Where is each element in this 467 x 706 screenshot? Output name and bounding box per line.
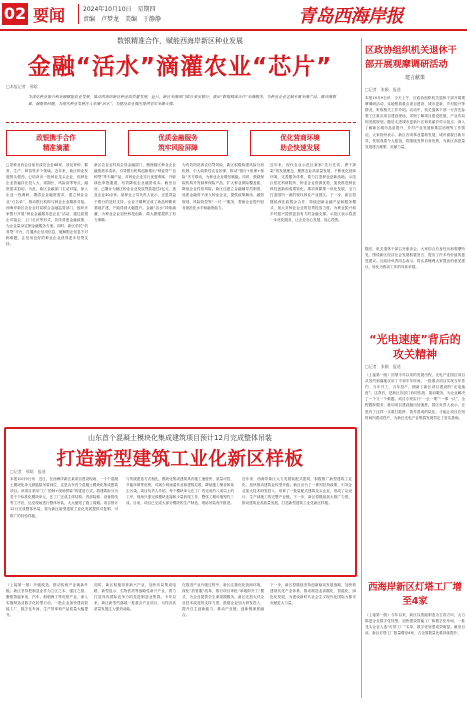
lead-headline: 金融“活水”滴灌农业“芯片” <box>27 54 333 80</box>
intro-divider <box>6 122 356 123</box>
right-article-2-byline: □记者 张颖 报道 <box>365 364 401 369</box>
lead-subhead-2: 优质金融服务 筑牢风险屏障 <box>128 130 228 156</box>
continuation-column-1: （上接第一版）升级改造，推动传统产业焕新升级。新区坚持把制造业作为立区之本、强区之基，聚焦智能家电、汽车、船舶海工等优势产业，深入实施制造业数字化转型行动，一批企业加快建设智能工厂、数字化车间，生产效率和产品质量大幅提升。 <box>6 583 88 618</box>
continuation-column-2: 同时，新区积极培育新兴产业，加快布局集成电路、新型显示、生物医药等战略性新兴产业，着力打造具有国际竞争力的先进制造业集群。今年以来，新区新签约落地一批重点产业项目，为经济高质量发展注入强劲动能。 <box>94 583 176 612</box>
editors-line: 责编 卢梦龙 美编 于静静 <box>83 16 162 23</box>
right-column-divider <box>361 38 362 698</box>
right-article-title: 区政协组织机关退休干部开展观摩调研活动 <box>365 45 457 70</box>
continuation-column-4: 下一步，新区将继续坚持创新驱动发展战略，加快构建现代化产业体系，推动制造业高端化、智能化、绿色化发展，为建设新时代社会主义现代化国际大都市贡献更大力量。 <box>270 583 356 606</box>
right-article-2-body: （上接第一版）回望今年以来的发展历程，光电产业园区项目从签约到落地仅用了不到半年时间，一批重点项目实现当年签约、当年开工、当年投产，刷新了新区项目建设的“光电速度”。这背后，是新区各部门协同作战、靠前服务，为企业解决了一个又一个难题。项目专班实行“一企一策”“一事一议”，全程跟踪服务，推动项目建设跑出加速度。园区负责人表示，正是有了这样一支敢打敢拼、善作善成的队伍，才能让项目在短时间内建成投产，为新区光电产业集群发展奠定了坚实基础。 <box>365 373 465 420</box>
lead-column-2: 新区农业农村局会同金融部门，梳理辖区种业企业融资需求清单，引导银行机构创新推出“种业贷”“良种贷”等专属产品，对种业企业实行优惠利率，开辟绿色审批通道，有效降低企业融资成本。截至目前，已累计为辖区种业企业发放贷款超过2亿元，惠及企业30余家。某种业公司负责人表示，正是得益于银行的及时支持，企业才顺利完成了新品种繁育基地扩建，产能得到大幅提升。金融“活水”持续滴灌，为种业企业加快科技创新、做大做强提供了有力保障。 <box>94 163 176 222</box>
newspaper-brand: 青岛西海岸报 <box>298 6 403 27</box>
lead-byline: □本报记者 邢晗 <box>6 84 38 89</box>
lead-column-4: 近年来，现代农业示范区秉承“先行先试、勇于探索”的发展理念，聚焦农业高质量发展，不断优化营商环境，完善服务体系，着力打造种业创新高地。示范区依托科研院所、种业企业资源优势，加快推进种业科技创新和成果转化，推动育繁推一体化发展，全力打造国内一流的现代种业产业园区。下一步，新区将继续深化政银企合作，持续创新金融产品和服务模式，加大对种业企业的信贷投放力度，为种业振兴和乡村振兴提供更加有力的金融支撑。示范区表示将进一步优化服务，让企业安心发展、放心投资。 <box>270 163 356 222</box>
feature-column-1: 本报10月9日讯 近日，在西海岸新区某项目建设现场，一个个混凝土模块化单元被陆续吊装到位，这是山东首个混凝土模块化集成建筑项目。该项目采用“工厂预制+现场拼装”的建造方式，将建筑拆分为若干个标准化模块单元，在工厂完成主体结构、内部装修、设备管线等工序后，运至现场进行整体吊装，大大缩短了施工周期。项目预计12月完成整体吊装，将为新区新型建筑工业化发展提供可复制、可推广的经验样板。 <box>10 477 118 518</box>
feature-column-2: 与传统建造方式相比，模块化集成建筑具有施工速度快、质量可控、节能环保等优势，可减少现场湿作业和建筑垃圾，降低施工噪音和扬尘污染。项目负责人介绍，每个模块单元在工厂内完成约八成以上的工序，现场只需完成模块连接和少量收尾工作，整体工期可缩短约三成。目前，项目已完成大部分模块的生产制造，现场吊装有序推进。 <box>126 477 234 506</box>
right-article-body-1: 本报10月9日讯 今天上午，区政协组织机关退休干部开展观摩调研活动，实地察看重点项目建设、城市更新、乡村振兴等情况，听取相关工作介绍。活动中，机关退休干部一行首先参观了区重点项目建设现场，详细了解项目建设进展、产业布局和发展规划；随后走进城市更新片区和美丽乡村示范点，深入了解新区城市品质提升、乡村产业发展和基层治理等工作情况。大家纷纷表示，新区各项事业蓬勃发展，城市面貌日新月异，发展成果令人振奋，将继续发挥自身优势，为新区高质量发展建言献策、贡献力量。 <box>365 96 465 149</box>
continuation-column-3: 在推进产业升级过程中，新区注重优化营商环境，深化“放管服”改革，推行项目审批“拿地即开工”模式，为企业提供全生命周期服务。新区还加大对企业技术改造的支持力度，鼓励企业加大研发投入，提升自主创新能力，推动产业链、创新链深度融合。 <box>182 583 264 618</box>
lead-kicker: 数银精准合作，赋能西海岸新区种业发展 <box>117 37 243 45</box>
feature-kicker: 山东首个混凝土模块化集成建筑项目预计12月完成整体吊装 <box>88 434 272 442</box>
lead-intro: 为深化种业振兴和金融赋能农业发展，推动西海岸新区种业高质量发展，近日，新区金融部门联合多家银行，推出“数银精准合作”金融服务，为种业企业定制专属金融产品，解决融资难、融资贵问题，为现代种业发展注入金融“活水”，为建设农业强区提供坚实金融支撑。 <box>28 94 336 106</box>
lead-subhead-1: 政银携手合作 精准滴灌 <box>6 130 106 156</box>
lead-subhead-3: 优化营商环境 助企快速发展 <box>250 130 350 156</box>
masthead-divider <box>78 4 79 24</box>
right-article-subtitle: 建言献策 <box>404 75 425 81</box>
lead-column-1: □见种业协会目前有成员企业68家，涉及育种、繁育、生产、种苗等多个领域。近年来，新区种业发展势头强劲，已培育出一批种业龙头企业，但种业企业普遍存在投入大、周期长、风险高等特点，融资需求迫切。为此，新区金融部门主动对接，深入企业一线调研，摸清企业融资需求，建立种业企业“白名单”，推动银行机构与种业企业精准对接。西海岸新区农业农村局联合金融监管部门，组织多家银行开展“种业金融服务进企业”活动，通过政银企对接会、上门走访等形式，宣传普惠金融政策，为企业量身定制金融服务方案。同时，新区依托“信易贷”平台，打通涉企信用信息，破解银企信息不对称难题，让信用良好的种业企业获得更多信贷支持。 <box>6 163 88 247</box>
right-article-2-title: “光电速度”背后的攻关精神 <box>369 333 461 361</box>
masthead-rule <box>0 29 467 31</box>
lead-column-3: 为有效防范涉农信贷风险，新区积极构建风险分担机制，引入政策性农业担保，推动“银行+担保+保险”多方联动，为种业企业增信赋能。同时，鼓励保险机构开发制种保险产品，扩大种业保险覆盖面，降低企业经营风险。新区还建立金融辅导员制度，选派金融骨干深入种业企业，提供政策解读、融资规划、风险防控等“一对一”服务，帮助企业提升财务规范化水平和融资能力。 <box>182 163 264 210</box>
feature-column-3: 近年来，西海岸新区大力发展装配式建筑，积极推广新型建筑工业化，加快推动建筑业转型升级。新区出台了一系列扶持政策，引导企业加大技术研发投入，培育了一批装配式建筑龙头企业，形成了从设计、生产到施工的完整产业链。下一步，新区将继续加大推广力度，推动建筑业高质量发展，打造新型建筑工业化新区样板。 <box>242 477 352 506</box>
right-article-byline: □记者 张颖 报道 <box>365 87 401 92</box>
right-article-3-title: 西海岸新区灯塔工厂增至4家 <box>368 582 462 607</box>
section-title: 要闻 <box>33 6 66 25</box>
feature-headline: 打造新型建筑工业化新区样板 <box>56 449 304 470</box>
feature-byline: □记者 邢晗 报道 <box>10 469 46 474</box>
issue-date: 2024年10月10日 星期四 <box>83 6 156 13</box>
right-article-body-2: 随后，机关退休干部召开座谈会，大家结合自身经历和观摩所见，围绕新区经济社会发展积极发言，提出了许多有价值的意见建议。区政协负责同志表示，将认真梳理大家提出的意见建议，转化为推动工作的具体举措。 <box>365 247 465 270</box>
right-article-3-body: （上接第一版）今年以来，新区以智能制造为主攻方向，大力推进企业数字化转型，加快建设智能工厂和数字化车间，一批龙头企业入选“灯塔工厂”名单，数字化转型成效明显。截至目前，新区灯塔工厂数量增至4家，占全国数量比重持续提升。 <box>365 613 465 636</box>
page-number: 02 <box>3 4 27 23</box>
